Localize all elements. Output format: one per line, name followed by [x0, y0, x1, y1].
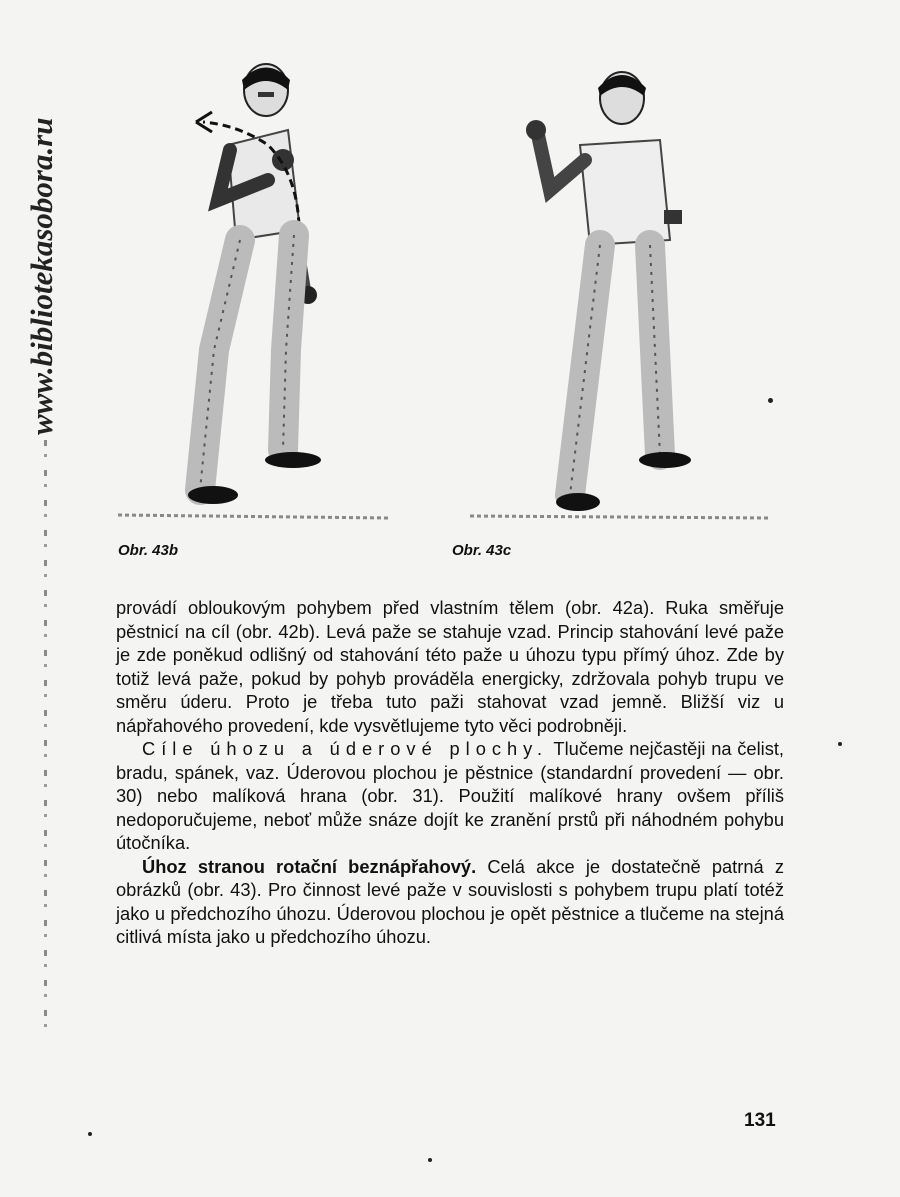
figure-43b — [118, 50, 418, 530]
paragraph-heading: Úhoz stranou rotační beznápřahový. — [142, 855, 477, 877]
figure-caption: Obr. 43b — [118, 542, 179, 559]
scan-edge-artifact — [44, 440, 47, 1040]
figure-43b-photo — [118, 50, 418, 530]
page-number: 131 — [744, 1110, 776, 1131]
figure-caption: Obr. 43c — [452, 542, 512, 559]
scan-speck — [428, 1158, 432, 1162]
body-text — [116, 596, 784, 949]
figure-43c-photo — [450, 50, 780, 530]
paragraph-body: Celá akce je dostatečně patrná z obrázků (obr. 43). Pro činnost levé paže v souvislosti s pohybem trupu platí totéž jako u předchozího úhozu. Úderovou plochou je opět pěstnice a tlučeme na stejná citlivá místa jako u předchozího úhozu. — [116, 855, 784, 947]
paragraph — [116, 737, 784, 855]
paragraph-body: Tlučeme nejčastěji na čelist, bradu, spánek, vaz. Úderovou plochou je pěstnice (standardní provedení — obr. 30) nebo malíková hrana (obr. 31). Použití malíkové hrany ovšem příliš nedoporučujeme, neboť může snáze dojít ke zranění prstů při náhodném pohybu útočníka. — [116, 738, 784, 853]
watermark — [8, 20, 68, 440]
paragraph: provádí obloukovým pohybem před vlastním tělem (obr. 42a). Ruka směřuje pěstnicí na cíl (obr. 42b). Levá paže se stahuje vzad. Princip stahování levé paže je zde poněkud odlišný od stahování této paže u úhozu typu přímý úhoz. Zde by totiž levá paže, pokud by pohyb prováděla energicky, zdržovala pohyb trupu ve směru úderu. Proto je třeba tuto paži stahovat vzad jemně. Bližší viz u nápřahového provedení, kde vysvětlujeme tyto věci podrobněji. — [116, 597, 784, 736]
figure-43c — [450, 50, 780, 530]
paragraph-heading: Cíle úhozu a úderové plochy. — [142, 738, 549, 759]
paragraph — [116, 855, 784, 949]
scan-speck — [838, 742, 842, 746]
scan-speck — [88, 1132, 92, 1136]
scan-speck — [768, 398, 773, 403]
watermark-text: www.bibliotekasobora.ru — [24, 117, 59, 435]
